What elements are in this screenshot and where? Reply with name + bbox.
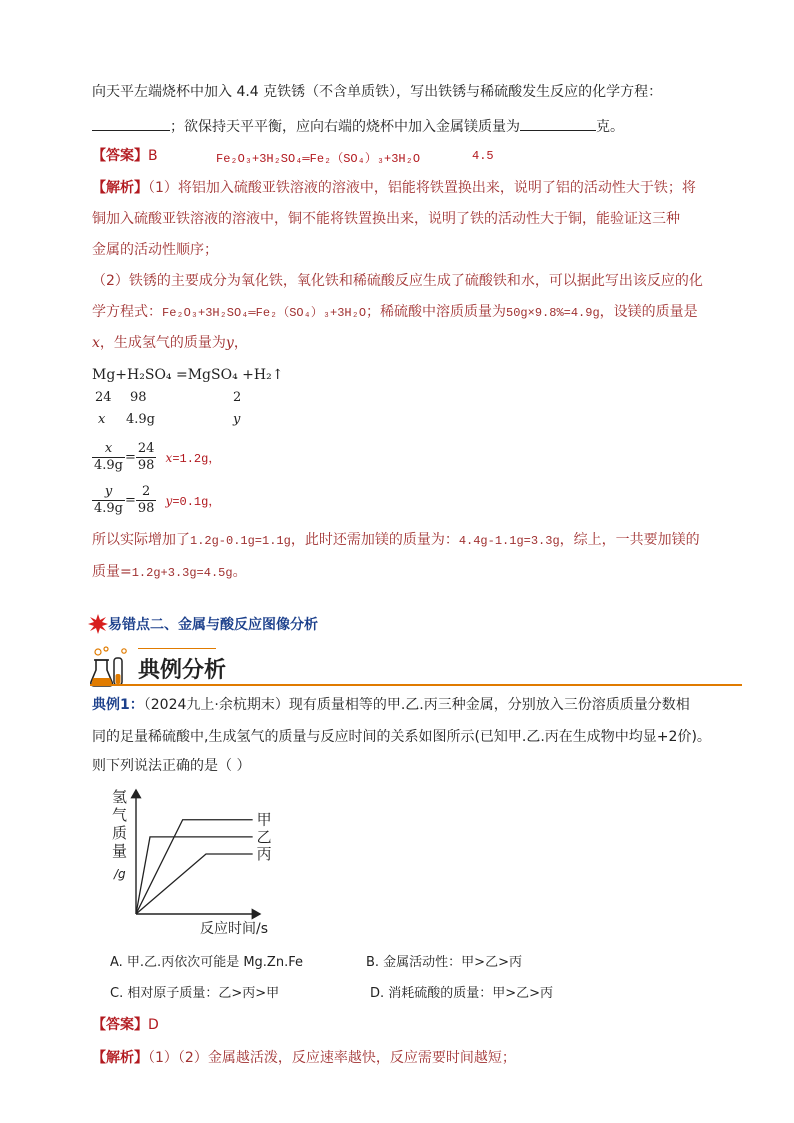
y-label-char: /g bbox=[114, 867, 126, 881]
y-label-char: 气 bbox=[112, 806, 128, 824]
reaction-row1-h2: 2 bbox=[233, 390, 242, 405]
y-label-char: 量 bbox=[112, 842, 128, 860]
reaction-row2-x: x bbox=[98, 412, 106, 427]
analysis-p2-a: 学方程式： bbox=[92, 304, 162, 320]
reaction-row1-mg: 24 bbox=[95, 390, 112, 405]
frac-y-den2: 98 bbox=[137, 501, 155, 516]
analysis-p2-line3-b: ， bbox=[233, 335, 248, 351]
fraction-y-2 bbox=[136, 484, 157, 517]
answer-label: 【答案】 bbox=[92, 148, 148, 164]
analysis2-text: （1）（2）金属越活泼，反应速率越快，反应需要时间越短； bbox=[148, 1050, 516, 1066]
example-line1 bbox=[92, 695, 690, 715]
banner-title: 典例分析 bbox=[138, 658, 227, 683]
frac-y-num2: 2 bbox=[136, 484, 157, 501]
analysis-p2-line3 bbox=[92, 333, 248, 353]
frac-y-num: y bbox=[92, 484, 125, 501]
var-x: x bbox=[92, 335, 100, 351]
answer-line-1 bbox=[92, 146, 158, 166]
ratio-x-result: =1.2g， bbox=[172, 452, 221, 466]
series-label-1: 乙 bbox=[256, 827, 272, 846]
series-label-0: 甲 bbox=[256, 810, 272, 829]
example-line2: 同的足量稀硫酸中,生成氢气的质量与反应时间的关系如图所示(已知甲.乙.丙在生成物中均显+2价)。 bbox=[92, 729, 711, 745]
analysis-p1-line1 bbox=[92, 178, 696, 198]
y-label-char: 氢 bbox=[112, 788, 128, 806]
series-line-0 bbox=[136, 820, 253, 914]
option-b[interactable]: B. 金属活动性：甲>乙>丙 bbox=[366, 955, 522, 970]
series-line-2 bbox=[136, 854, 253, 914]
answer-equation: Fe₂O₃+3H₂SO₄═Fe₂（SO₄）₃+3H₂O bbox=[216, 152, 421, 166]
frac-y-eq: = bbox=[125, 493, 136, 508]
frac-x-num: x bbox=[92, 441, 125, 458]
frac-x-eq: = bbox=[125, 450, 136, 465]
frac-x-den2: 98 bbox=[137, 458, 155, 473]
series-label-2: 丙 bbox=[256, 845, 272, 863]
analysis-p2-c: ，设镁的质量是 bbox=[599, 304, 698, 320]
answer-line-2 bbox=[92, 1015, 159, 1035]
y-axis-label bbox=[112, 788, 127, 881]
reaction-equation: Mg+H₂SO₄ =MgSO₄ +H₂↑ bbox=[92, 367, 284, 383]
option-a[interactable]: A. 甲.乙.丙依次可能是 Mg.Zn.Fe bbox=[110, 955, 303, 970]
frac-x-den: 4.9g bbox=[94, 458, 123, 473]
example-text1: 现有质量相等的甲.乙.丙三种金属，分别放入三份溶质质量分数相 bbox=[288, 697, 690, 713]
answer2-label: 【答案】 bbox=[92, 1017, 148, 1033]
reaction-row2-acid: 4.9g bbox=[126, 412, 155, 427]
option-c[interactable]: C. 相对原子质量：乙>丙>甲 bbox=[110, 986, 280, 1001]
analysis-p2-line1: （2）铁锈的主要成分为氧化铁，氧化铁和稀硫酸反应生成了硫酸铁和水，可以据此写出该反应的化 bbox=[92, 273, 703, 289]
example-label: 典例1： bbox=[92, 697, 144, 713]
example-source: （2024九上·余杭期末） bbox=[143, 697, 289, 713]
fraction-x bbox=[92, 441, 125, 474]
analysis-p1-text1: （1）将铝加入硫酸亚铁溶液的溶液中，铝能将铁置换出来，说明了铝的活动性大于铁；将 bbox=[148, 180, 696, 196]
frac-y-den: 4.9g bbox=[94, 501, 123, 516]
ratio-y bbox=[92, 484, 220, 517]
frac-x-num2: 24 bbox=[137, 441, 155, 456]
series-group bbox=[136, 811, 272, 914]
analysis-p1-line2: 铜加入硫酸亚铁溶液的溶液中，铜不能将铁置换出来，说明了铁的活动性大于铜，能验证这三种 bbox=[92, 211, 680, 227]
option-d[interactable]: D. 消耗硫酸的质量：甲>乙>丙 bbox=[370, 986, 554, 1001]
var-y: y bbox=[225, 335, 234, 351]
conclusion-calc2: 4.4g-1.1g=3.3g bbox=[458, 534, 560, 548]
analysis2-line bbox=[92, 1048, 516, 1068]
analysis-p2-equation: Fe₂O₃+3H₂SO₄═Fe₂（SO₄）₃+3H₂O bbox=[162, 306, 367, 320]
answer2-choice: D bbox=[148, 1017, 159, 1033]
burst-star-icon bbox=[88, 614, 108, 634]
ratio-y-var: y bbox=[165, 494, 173, 508]
banner-top-rule bbox=[138, 648, 216, 649]
section-title: 易错点二、金属与酸反应图像分析 bbox=[108, 617, 318, 633]
analysis-p2-line3-a: ，生成氢气的质量为 bbox=[99, 335, 226, 351]
ratio-y-result: =0.1g， bbox=[172, 495, 221, 509]
conclusion-line2-a: 质量= bbox=[92, 564, 132, 580]
question-line-2 bbox=[92, 116, 624, 137]
blank-mass bbox=[520, 116, 596, 131]
conclusion-line2-b: 。 bbox=[232, 564, 247, 580]
x-axis-label: 反应时间/s bbox=[200, 921, 269, 937]
fraction-x-2 bbox=[136, 441, 157, 474]
answer-mass: 4.5 bbox=[472, 149, 494, 163]
conclusion-line1 bbox=[92, 530, 700, 551]
analysis2-label: 【解析】 bbox=[92, 1050, 148, 1066]
y-label-char: 质 bbox=[112, 824, 128, 842]
analysis-p2-calc: 50g×9.8%=4.9g bbox=[506, 306, 600, 320]
conclusion-line2-calc: 1.2g+3.3g=4.5g bbox=[131, 566, 233, 580]
analysis-p2-line2 bbox=[92, 302, 698, 323]
analysis-label: 【解析】 bbox=[92, 180, 148, 196]
flask-icon bbox=[90, 646, 130, 688]
example-line3: 则下列说法正确的是（ ） bbox=[92, 758, 251, 774]
series-line-1 bbox=[136, 837, 253, 914]
question-line-2-end: 克。 bbox=[596, 119, 624, 135]
question-line-1: 向天平左端烧杯中加入 4.4 克铁锈（不含单质铁），写出铁锈与稀硫酸发生反应的化学方程： bbox=[92, 84, 663, 100]
conclusion-calc1: 1.2g-0.1g=1.1g bbox=[190, 534, 291, 548]
fraction-y bbox=[92, 484, 125, 517]
reaction-row2-y: y bbox=[233, 412, 241, 427]
conclusion-c: ，综上，一共要加镁的 bbox=[559, 532, 700, 548]
answer-choice: B bbox=[148, 148, 158, 164]
ratio-x-var: x bbox=[165, 451, 173, 465]
analysis-p2-b: ；稀硫酸中溶质质量为 bbox=[366, 304, 507, 320]
analysis-p1-line3: 金属的活动性顺序； bbox=[92, 242, 218, 258]
blank-equation bbox=[92, 116, 170, 131]
conclusion-line2 bbox=[92, 562, 247, 583]
conclusion-a: 所以实际增加了 bbox=[92, 532, 190, 548]
conclusion-b: ，此时还需加镁的质量为： bbox=[290, 532, 459, 548]
hydrogen-time-chart bbox=[100, 780, 290, 940]
banner-rule bbox=[90, 684, 742, 686]
ratio-x bbox=[92, 441, 220, 474]
reaction-row1-acid: 98 bbox=[130, 390, 147, 405]
question-line-2-text: ；欲保持天平平衡，应向右端的烧杯中加入金属镁质量为 bbox=[170, 119, 520, 135]
